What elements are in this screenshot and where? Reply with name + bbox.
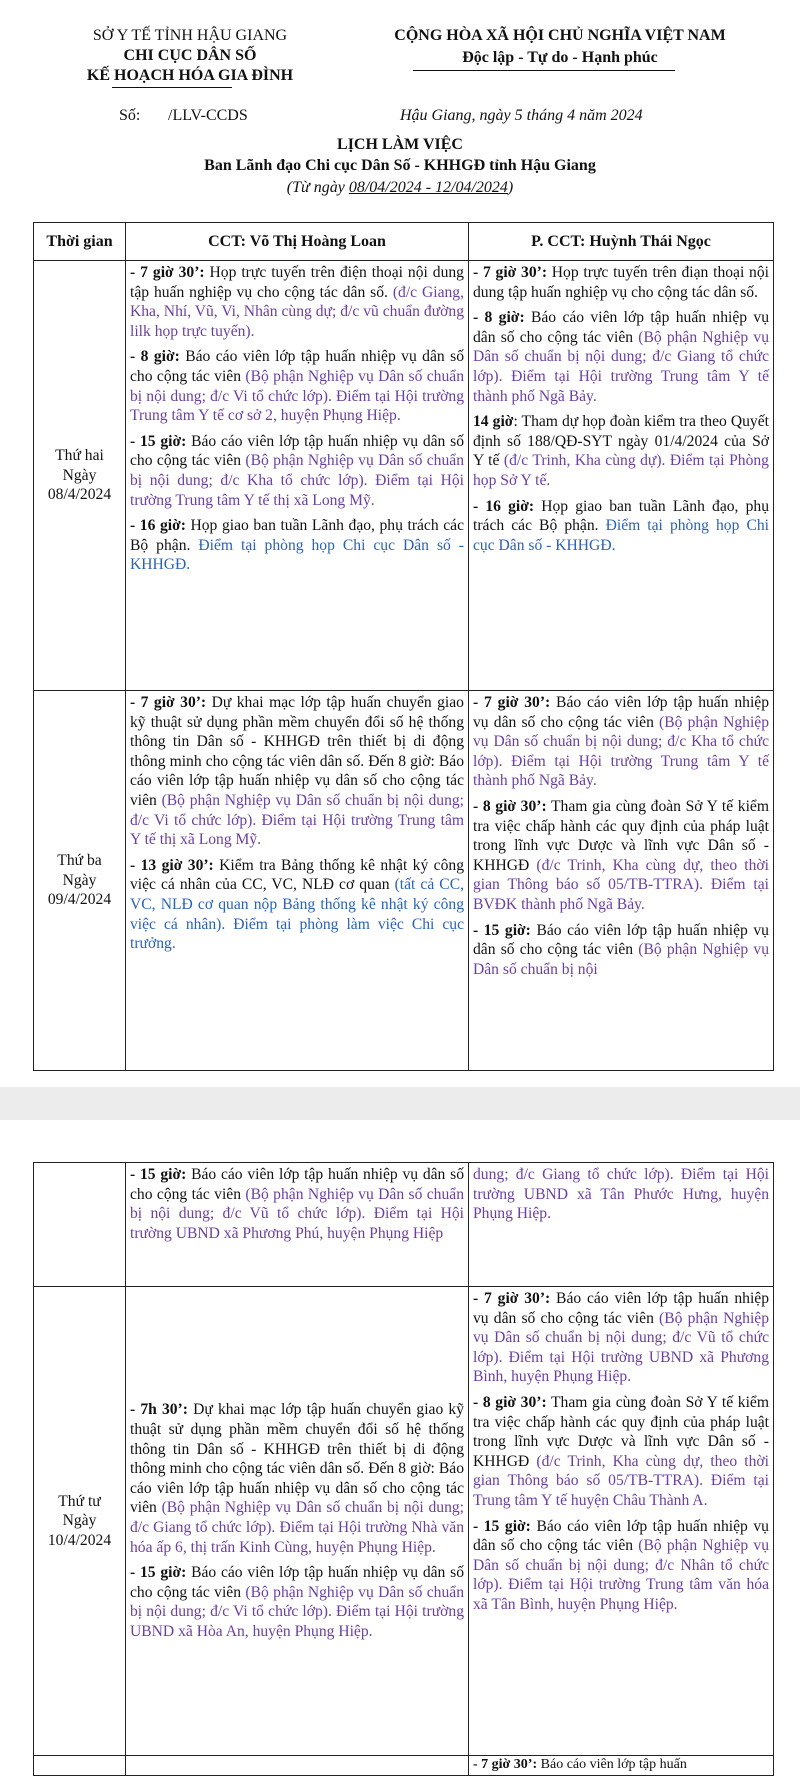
table-row: [34, 691, 774, 1071]
nation-line-2: Độc lập - Tự do - Hạnh phúc: [462, 49, 658, 66]
schedule-entry: - 13 giờ 30’: Kiểm tra Bảng thống kê nhật ký công việc cá nhân của CC, VC, NLĐ cơ quan (tất cả CC, VC, NLĐ cơ quan nộp Bảng thống kê nhật ký công việc cá nhân). Điểm tại phòng làm việc Chi cục trưởng.: [130, 856, 464, 953]
leader2-cell: [469, 1756, 774, 1776]
org-line-1: SỞ Y TẾ TỈNH HẬU GIANG: [92, 27, 288, 44]
leader1-cell: [126, 1287, 469, 1756]
time-cell: Thứ ba Ngày 09/4/2024: [34, 691, 126, 1071]
schedule-entry: 14 giờ: Tham dự họp đoàn kiểm tra theo Quyết định số 188/QĐ-SYT ngày 01/4/2024 của Sở Y tế (đ/c Trinh, Kha cùng dự). Điểm tại Phòng họp Sở Y tế.: [473, 413, 769, 489]
nation-line-1: CỘNG HÒA XÃ HỘI CHỦ NGHĨA VIỆT NAM: [394, 27, 726, 44]
schedule-entry: - 7 giờ 30’: Báo cáo viên lớp tập huấn nhiệp vụ dân số cho cộng tác viên (Bộ phận Nghiệp vụ Dân số chuẩn bị nội dung; đ/c Vũ tổ chức lớp). Điểm tại Hội trường UBND xã Phương Bình, huyện Phụng Hiệp.: [473, 1290, 770, 1386]
schedule-entry: - 7 giờ 30’: Họp trực tuyến trên điện thoại nội dung tập huấn nghiệp vụ cho cộng tác dân số. (đ/c Giang, Kha, Nhí, Vũ, Vi, Nhân cùng dự; đ/c vũ chuẩn đường lilk họp trực tuyến).: [130, 264, 464, 340]
doc-title: LỊCH LÀM VIỆC: [337, 136, 463, 153]
page-break: [0, 1087, 800, 1120]
doc-number: /LLV-CCDS: [168, 107, 248, 124]
table-row: [34, 1756, 774, 1776]
time-cell: [34, 1163, 126, 1287]
table-row: [34, 1163, 774, 1287]
leader1-cell: [126, 1756, 469, 1776]
time-cell: [34, 1756, 126, 1776]
schedule-entry: - 15 giờ: Báo cáo viên lớp tập huấn nhiệp vụ dân số cho cộng tác viên (Bộ phận Nghiệp vụ Dân số chuẩn bị nội dung; đ/c Vi tổ chức lớp). Điểm tại Hội trường UBND xã Hòa An, huyện Phụng Hiệp.: [130, 1564, 464, 1640]
org-line-2: CHI CỤC DÂN SỐ: [123, 47, 257, 64]
col-header-leader2: P. CCT: Huỳnh Thái Ngọc: [469, 223, 774, 261]
table-row: [34, 1287, 774, 1756]
schedule-entry: - 15 giờ: Báo cáo viên lớp tập huấn nhiệp vụ dân số cho cộng tác viên (Bộ phận Nghiệp vụ Dân số chuẩn bị nội dung; đ/c Kha tổ chức lớp). Điểm tại Hội trường Trung tâm Y tế thị xã Long Mỹ.: [130, 432, 464, 509]
col-header-time: Thời gian: [34, 223, 126, 261]
schedule-entry: - 7 giờ 30’: Báo cáo viên lớp tập huấn nhiệp vụ dân số cho cộng tác viên (Bộ phận Nghiệp vụ Dân số chuẩn bị nội dung; đ/c Kha tổ chức lớp). Điểm tại Hội trường Trung tâm Y tế thành phố Ngã Bảy.: [473, 694, 770, 790]
schedule-entry: - 7 giờ 30’: Dự khai mạc lớp tập huấn chuyển giao kỹ thuật sử dụng phần mềm chuyển đổi số hệ thống thông tin Dân số - KHHGĐ trên thiết bị di động thông minh cho cộng tác viên dân số. Đến 8 giờ: Báo cáo viên lớp tập huấn nhiệp vụ dân số cho cộng tác viên (Bộ phận Nghiệp vụ Dân số chuẩn bị nội dung; đ/c Vi tổ chức lớp). Điểm tại Hội trường Trung tâm Y tế thị xã Long Mỹ.: [130, 694, 464, 849]
org-line-3: KẾ HOẠCH HÓA GIA ĐÌNH: [86, 67, 294, 84]
leader2-cell: [469, 261, 774, 691]
document-header: [0, 0, 800, 205]
schedule-entry: - 8 giờ 30’: Tham gia cùng đoàn Sở Y tế kiểm tra việc chấp hành các quy định của pháp luật trong lĩnh vực Dược và lĩnh vực Dân số - KHHGĐ (đ/c Trinh, Kha cùng dự, theo thời gian Thông báo số 05/TB-TTRA). Điểm tại Trung tâm Y tế huyện Châu Thành A.: [473, 1393, 769, 1509]
date-range: (Từ ngày 08/04/2024 - 12/04/2024): [286, 179, 514, 196]
time-cell: Thứ tư Ngày 10/4/2024: [34, 1287, 126, 1756]
table-row: [34, 261, 774, 691]
schedule-entry: - 8 giờ: Báo cáo viên lớp tập huấn nhiệp vụ dân số cho cộng tác viên (Bộ phận Nghiệp vụ Dân số chuẩn bị nội dung; đ/c Vi tổ chức lớp). Điểm tại Hội trường Trung tâm Y tế cơ sở 2, huyện Phụng Hiệp.: [130, 348, 464, 425]
schedule-entry: - 15 giờ: Báo cáo viên lớp tập huấn nhiệp vụ dân số cho cộng tác viên (Bộ phận Nghiệp vụ Dân số chuẩn bị nội dung; đ/c Nhân tổ chức lớp). Điểm tại Hội trường Trung tâm văn hóa xã Tân Bình, huyện Phụng Hiệp.: [473, 1517, 769, 1613]
leader2-cell: [469, 1163, 774, 1287]
schedule-entry: - 15 giờ: Báo cáo viên lớp tập huấn nhiệp vụ dân số cho cộng tác viên (Bộ phận Nghiệp vụ Dân số chuẩn bị nội: [473, 921, 769, 978]
doc-number-label: Số:: [119, 107, 141, 124]
schedule-entry: - 7 giờ 30’: Họp trực tuyến trên điạn thoại nội dung tập huấn nghiệp vụ cho cộng tác dân số.: [473, 264, 769, 301]
schedule-entry: - 8 giờ 30’: Tham gia cùng đoàn Sở Y tế kiểm tra việc chấp hành các quy định của pháp luật trong lĩnh vực Dược và lĩnh vực Dân số - KHHGĐ (đ/c Trinh, Kha cùng dự, theo thời gian Thông báo số 05/TB-TTRA). Điểm tại BVĐK thành phố Ngã Bảy.: [473, 797, 769, 913]
place-date: Hậu Giang, ngày 5 tháng 4 năm 2024: [400, 107, 643, 124]
nation-underline: [413, 70, 675, 71]
leader2-cell: [469, 1287, 774, 1756]
schedule-entry: dung; đ/c Giang tổ chức lớp). Điểm tại Hội trường UBND xã Tân Phước Hưng, huyện Phụng Hiệp.: [473, 1166, 769, 1223]
schedule-entry: - 15 giờ: Báo cáo viên lớp tập huấn nhiệp vụ dân số cho cộng tác viên (Bộ phận Nghiệp vụ Dân số chuẩn bị nội dung; đ/c Vũ tổ chức lớp). Điểm tại Hội trường UBND xã Phương Phú, huyện Phụng Hiệp: [130, 1166, 464, 1242]
time-cell: Thứ hai Ngày 08/4/2024: [34, 261, 126, 691]
schedule-entry: - 7 giờ 30’: Báo cáo viên lớp tập huấn: [473, 1757, 687, 1772]
schedule-table-part-2: [33, 1162, 774, 1776]
col-header-leader1: CCT: Võ Thị Hoàng Loan: [126, 223, 469, 261]
doc-subtitle: Ban Lãnh đạo Chi cục Dân Số - KHHGĐ tỉnh Hậu Giang: [204, 157, 596, 174]
leader1-cell: [126, 1163, 469, 1287]
schedule-entry: - 16 giờ: Họp giao ban tuần Lãnh đạo, phụ trách các Bộ phận. Điểm tại phòng họp Chi cục Dân số - KHHGĐ.: [130, 517, 464, 574]
org-underline: [112, 87, 232, 88]
schedule-table-part-1: [33, 222, 774, 1071]
schedule-entry: - 8 giờ: Báo cáo viên lớp tập huấn nhiệp vụ dân số cho cộng tác viên (Bộ phận Nghiệp vụ Dân số chuẩn bị nội dung; đ/c Giang tổ chức lớp). Điểm tại Hội trường Trung tâm Y tế thành phố Ngã Bảy.: [473, 309, 769, 405]
schedule-entry: - 16 giờ: Họp giao ban tuần Lãnh đạo, phụ trách các Bộ phận. Điểm tại phòng họp Chi cục Dân số - KHHGĐ.: [473, 497, 769, 554]
schedule-entry: - 7h 30’: Dự khai mạc lớp tập huấn chuyển giao kỹ thuật sử dụng phần mềm chuyển đổi số hệ thống thông tin Dân số - KHHGĐ trên thiết bị di động thông minh cho cộng tác viên dân số. Đến 8 giờ: Báo cáo viên lớp tập huấn nhiệp vụ dân số cho cộng tác viên (Bộ phận Nghiệp vụ Dân số chuẩn bị nội dung; đ/c Giang tổ chức lớp). Điểm tại Hội trường Nhà văn hóa ấp 6, thị trấn Kinh Cùng, huyện Phụng Hiệp.: [130, 1401, 464, 1556]
leader1-cell: [126, 691, 469, 1071]
leader2-cell: [469, 691, 774, 1071]
leader1-cell: [126, 261, 469, 691]
